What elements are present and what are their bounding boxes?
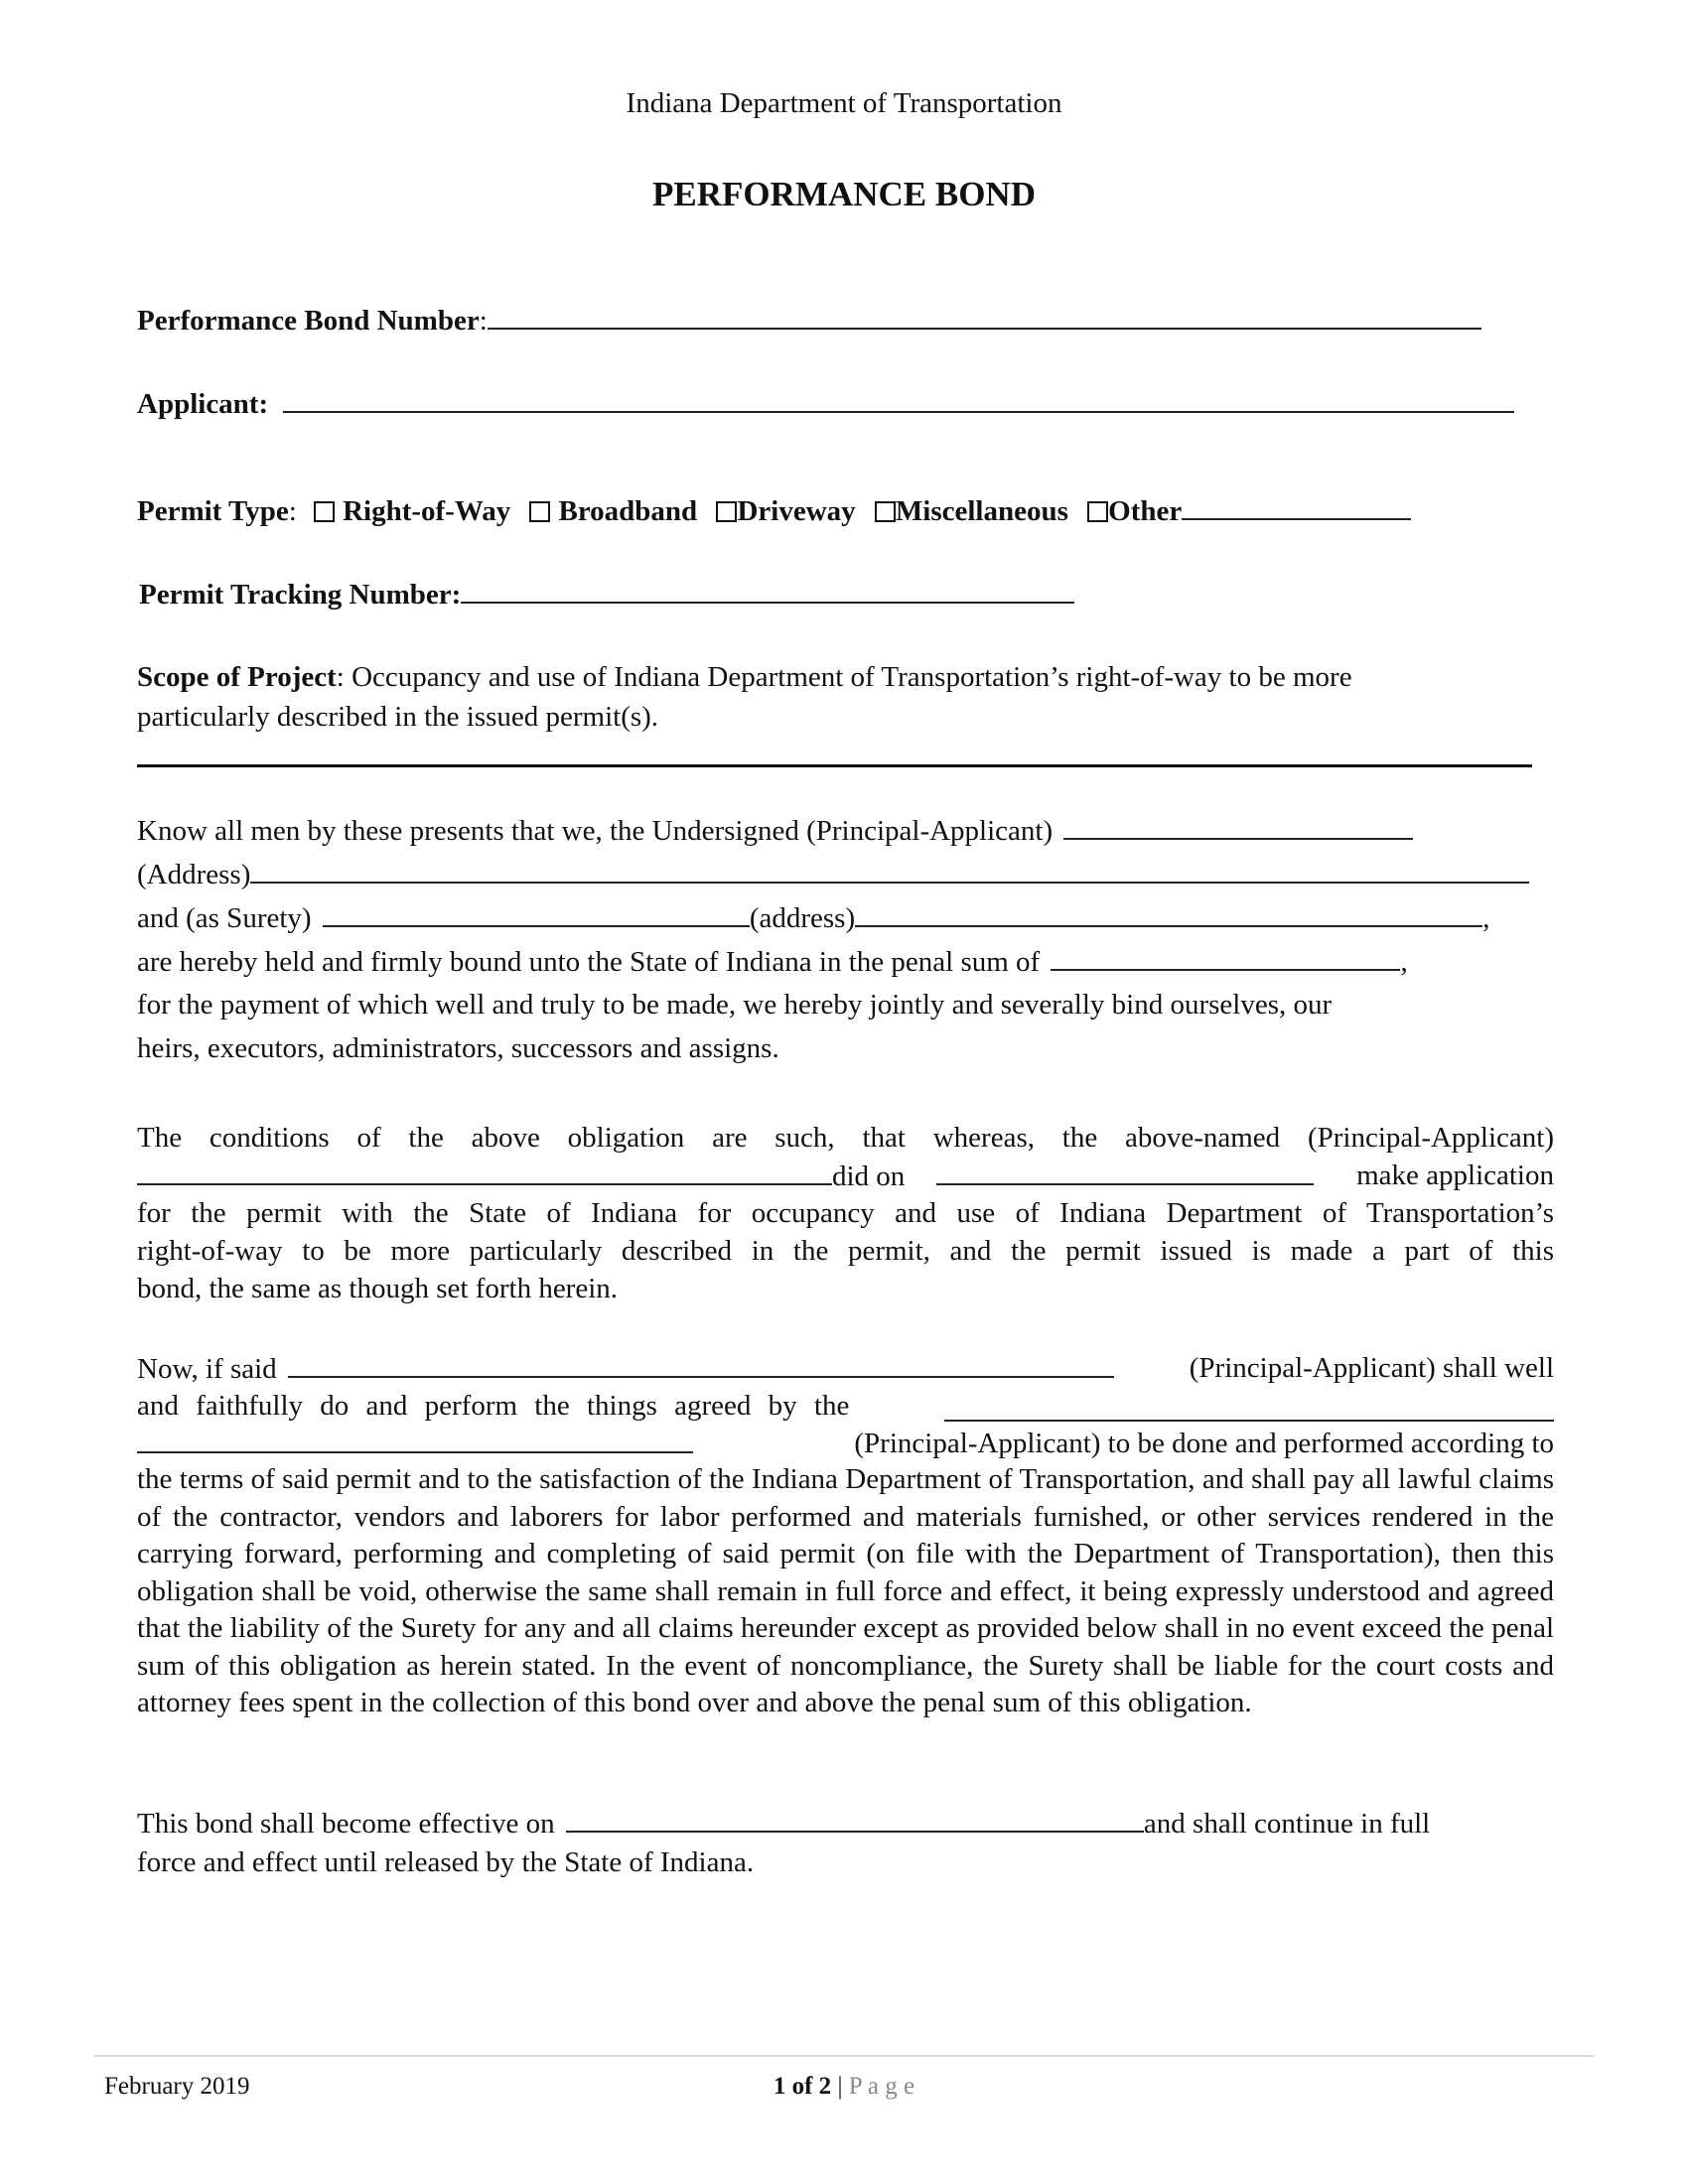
agreed-by-field[interactable]	[944, 1394, 1554, 1422]
bond-number-row	[137, 302, 1554, 339]
permit-type-driveway: Driveway	[737, 495, 856, 527]
other-permit-type-field[interactable]	[1182, 492, 1411, 520]
now-if-said-text: Now, if said	[137, 1353, 277, 1385]
permit-type-right-of-way: Right-of-Way	[343, 495, 511, 527]
know-line-4	[137, 943, 1554, 980]
conditions-line-2	[137, 1158, 1554, 1194]
know-line-6: heirs, executors, administrators, successors and assigns.	[137, 1032, 779, 1064]
document-title: PERFORMANCE BOND	[652, 175, 1036, 213]
scope-text-1: Occupancy and use of Indiana Department of Transportation’s right-of-way to be more	[344, 661, 1352, 693]
scope-label: Scope of Project	[137, 661, 337, 693]
surety-address-field[interactable]	[855, 899, 1482, 927]
now-paragraph-body: the terms of said permit and to the satisfaction of the Indiana Department of Transportation, and shall pay all lawful claims of the contractor, vendors and laborers for labor performed and materials furnished, or other services rendered in the carrying forward, performing and completing of said permit (on file with the Department of Transportation), then this obligation shall be void, otherwise the same shall remain in full force and effect, it being expressly understood and agreed that the liability of the Surety for any and all claims hereunder except as provided below shall in no event exceed the penal sum of this obligation as herein stated. In the event of noncompliance, the Surety shall be liable for the court costs and attorney fees spent in the collection of this bond over and above the penal sum of this obligation.	[137, 1463, 1554, 1718]
agency-name: Indiana Department of Transportation	[626, 87, 1062, 119]
driveway-checkbox[interactable]	[716, 501, 737, 522]
application-date-field[interactable]	[936, 1158, 1314, 1185]
penal-sum-text: are hereby held and firmly bound unto the State of Indiana in the penal sum of	[137, 946, 1041, 978]
effective-date-field[interactable]	[566, 1805, 1144, 1833]
conditions-line-1: The conditions of the above obligation are such, that whereas, the above-named (Principal-Applicant)	[137, 1122, 1554, 1154]
surety-comma: ,	[1482, 902, 1490, 934]
permit-type-row	[137, 492, 1554, 529]
know-line-5: for the payment of which well and truly to be made, we hereby jointly and severally bind ourselves, our	[137, 989, 1333, 1021]
applicant-field[interactable]	[283, 385, 1514, 413]
surety-name-field[interactable]	[323, 899, 750, 927]
scope-divider	[137, 764, 1532, 767]
now-line-1	[137, 1350, 1554, 1387]
conditions-principal-field[interactable]	[137, 1158, 832, 1185]
other-checkbox[interactable]	[1087, 501, 1108, 522]
now-line-2	[137, 1388, 1554, 1424]
conditions-line-4: right-of-way to be more particularly described in the permit, and the permit issued is made a part of this	[137, 1235, 1554, 1267]
page-word: P a g e	[848, 2073, 915, 2100]
conditions-line-3: for the permit with the State of Indiana for occupancy and use of Indiana Department of Transportation’s	[137, 1197, 1554, 1229]
page-separator: |	[837, 2073, 843, 2100]
miscellaneous-checkbox[interactable]	[875, 501, 896, 522]
tracking-number-label: Permit Tracking Number:	[139, 579, 462, 611]
applicant-row	[137, 385, 1554, 422]
page-number: 1 of 2	[773, 2073, 832, 2100]
bond-number-colon: :	[479, 305, 488, 337]
scope-text-2: particularly described in the issued permit(s).	[137, 701, 659, 733]
permit-type-label: Permit Type	[137, 495, 289, 527]
know-line-2	[137, 856, 1554, 892]
conditions-line-5: bond, the same as though set forth herein.	[137, 1273, 619, 1304]
bond-number-field[interactable]	[488, 302, 1481, 330]
tracking-number-row	[139, 576, 1556, 613]
agreed-by-field-continued[interactable]	[137, 1426, 693, 1453]
permit-type-other: Other	[1108, 495, 1183, 527]
know-line-1	[137, 812, 1554, 849]
make-application-text: make application	[1356, 1160, 1554, 1191]
scope-line-1	[137, 659, 1554, 695]
surety-label: and (as Surety)	[137, 902, 312, 934]
now-line-3	[137, 1426, 1554, 1462]
know-text-1: Know all men by these presents that we, the Undersigned (Principal-Applicant)	[137, 815, 1054, 847]
penal-sum-comma: ,	[1400, 946, 1408, 978]
permit-type-colon: :	[288, 495, 297, 527]
principal-address-field[interactable]	[250, 856, 1529, 884]
surety-address-label: (address)	[749, 902, 856, 934]
tracking-number-field[interactable]	[461, 576, 1074, 604]
effective-on-text: This bond shall become effective on	[137, 1808, 555, 1840]
right-of-way-checkbox[interactable]	[314, 501, 335, 522]
effective-line-1	[137, 1805, 1554, 1842]
footer-date: February 2019	[104, 2073, 250, 2100]
footer-divider	[94, 2055, 1594, 2057]
broadband-checkbox[interactable]	[529, 501, 550, 522]
scope-colon: :	[336, 661, 345, 693]
now-principal-field[interactable]	[288, 1350, 1114, 1378]
effective-line-2: force and effect until released by the State of Indiana.	[137, 1846, 755, 1878]
permit-type-miscellaneous: Miscellaneous	[895, 495, 1068, 527]
principal-applicant-field[interactable]	[1063, 812, 1413, 840]
know-address-label: (Address)	[137, 859, 251, 890]
permit-type-broadband: Broadband	[558, 495, 698, 527]
footer-page	[0, 2073, 1688, 2101]
penal-sum-field[interactable]	[1051, 943, 1400, 971]
continue-in-full-text: and shall continue in full	[1143, 1808, 1431, 1840]
agreed-by-text: and faithfully do and perform the things agreed by the	[137, 1390, 850, 1422]
bond-number-label: Performance Bond Number	[137, 305, 480, 337]
know-line-3	[137, 899, 1554, 936]
applicant-label: Applicant:	[137, 388, 269, 420]
did-on-text: did on	[832, 1160, 906, 1192]
shall-well-text: (Principal-Applicant) shall well	[1189, 1352, 1554, 1384]
to-be-done-text: (Principal-Applicant) to be done and performed according to	[854, 1428, 1554, 1459]
